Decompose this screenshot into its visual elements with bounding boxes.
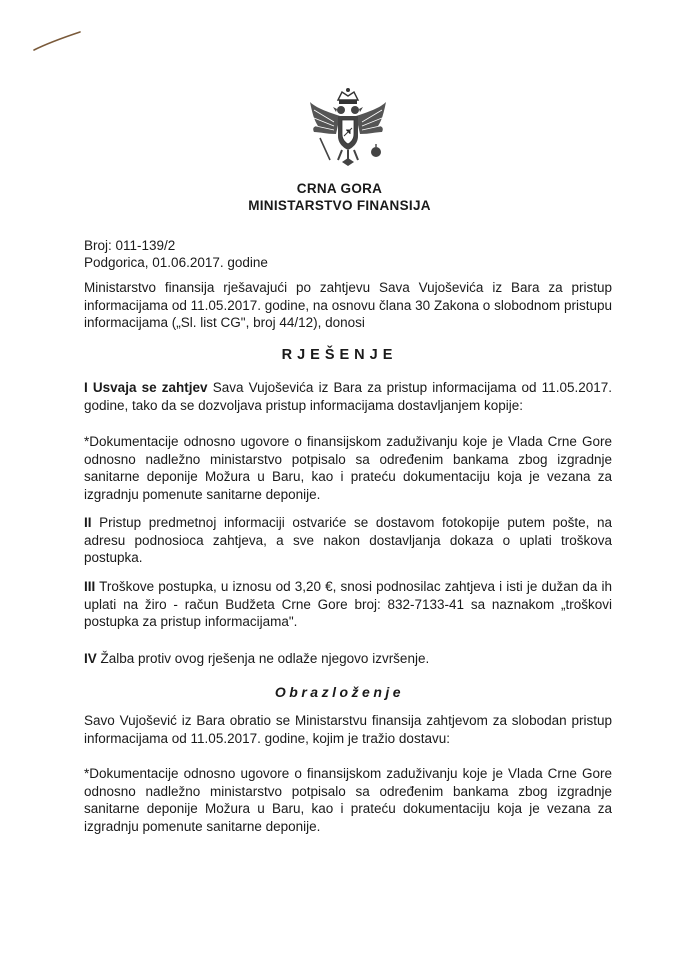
reasoning-title: Obrazloženje: [274, 684, 405, 700]
item-2-text: Pristup predmetnoj informaciji ostvariće se dostavom fotokopije putem pošte, na adresu podnosioca zahtjeva, a sve nakon dostavljanja dokaza o uplati troškova postupka.: [84, 515, 612, 566]
ministry-heading: MINISTARSTVO FINANSIJA: [248, 198, 431, 213]
decision-item-2: [84, 514, 612, 567]
reasoning-paragraph: Savo Vujošević iz Bara obratio se Ministarstvu finansija zahtjevom za slobodan pristup informacijama od 11.05.2017. godine, kojim je tražio dostavu:: [84, 713, 612, 746]
decision-item-3: [84, 578, 612, 631]
item-3-lead: III: [84, 579, 96, 594]
decision-item-1: [84, 379, 612, 414]
decision-title: RJEŠENJE: [281, 347, 398, 363]
item-3-text: Troškove postupka, u iznosu od 3,20 €, snosi podnosilac zahtjeva i isti je dužan da ih uplati na žiro - račun Budžeta Crne Gore broj: 832-7133-41 sa naznakom „troškovi postupka za pristup informacijama".: [84, 579, 612, 630]
place-and-date: Podgorica, 01.06.2017. godine: [84, 255, 268, 270]
document-number: Broj: 011-139/2: [84, 238, 176, 253]
coat-of-arms-icon: [306, 86, 390, 170]
item-4-lead: IV: [84, 651, 97, 666]
item-1-lead: I Usvaja se zahtjev: [84, 380, 208, 395]
pen-stroke-mark: [32, 30, 84, 54]
item-2-lead: II: [84, 515, 92, 530]
requested-documents-paragraph: *Dokumentacije odnosno ugovore o finansijskom zaduživanju koje je Vlada Crne Gore odnosno nadležno ministarstvo potpisalo sa određenim bankama zbog izgradnje sanitarne deponije Možura u Baru, kao i prateću dokumentaciju koja je vezana za izgradnju pomenute sanitarne deponije.: [84, 434, 612, 502]
item-4-text: Žalba protiv ovog rješenja ne odlaže njegovo izvršenje.: [96, 651, 430, 666]
intro-paragraph: Ministarstvo finansija rješavajući po zahtjevu Sava Vujoševića iz Bara za pristup informacijama od 11.05.2017. godine, na osnovu člana 30 Zakona o slobodnom pristupu informacijama („Sl. list CG", broj 44/12), donosi: [84, 280, 612, 331]
country-heading: CRNA GORA: [296, 181, 383, 196]
decision-item-4: [84, 650, 612, 668]
requested-documents-repeat-paragraph: *Dokumentacije odnosno ugovore o finansijskom zaduživanju koje je Vlada Crne Gore odnosno nadležno ministarstvo potpisalo sa određenim bankama zbog izgradnje sanitarne deponije Možura u Baru, kao i prateću dokumentaciju koja je vezana za izgradnju pomenute sanitarne deponije.: [84, 766, 612, 834]
item-1-text: Sava Vujoševića iz Bara za pristup informacijama od 11.05.2017. godine, tako da se dozvoljava pristup informacijama dostavljanjem kopije:: [84, 380, 612, 413]
